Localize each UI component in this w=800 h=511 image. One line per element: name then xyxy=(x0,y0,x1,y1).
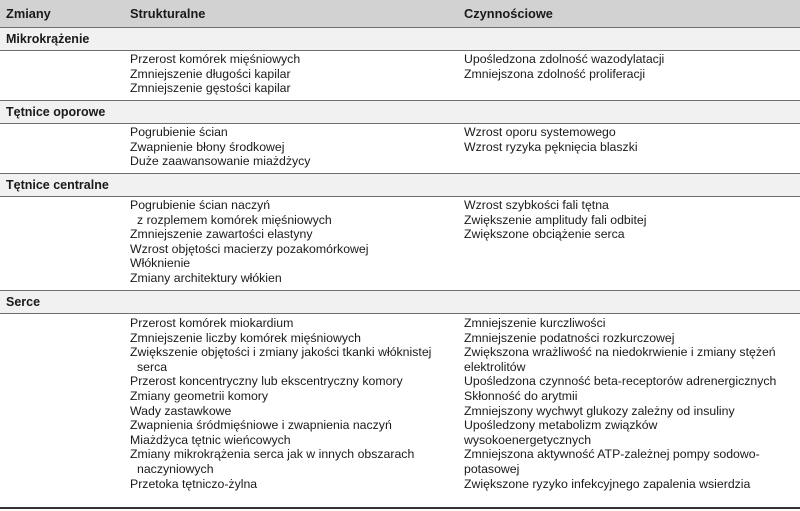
structural-item xyxy=(130,331,456,346)
item-text: Włóknienie xyxy=(130,256,191,271)
functional-item xyxy=(464,331,794,346)
item-text: Zmniejszenie liczby komórek mięśniowych xyxy=(130,330,361,345)
item-text: Pogrubienie ścian naczyń xyxy=(130,198,271,212)
functional-list xyxy=(464,125,794,154)
section-title-row xyxy=(0,291,800,313)
structural-item xyxy=(130,345,456,374)
header-functional: Czynnościowe xyxy=(464,6,553,21)
item-text: Zmiany geometrii komory xyxy=(130,388,269,403)
functional-item xyxy=(464,374,794,389)
item-text: Zmniejszony wychwyt glukozy zależny od insuliny xyxy=(464,403,735,418)
item-text: Zwiększone obciążenie serca xyxy=(464,227,625,242)
item-text-continued: potasowej xyxy=(464,461,520,476)
functional-item xyxy=(464,52,794,67)
item-text: Upośledzona zdolność wazodylatacji xyxy=(464,52,665,66)
row-divider xyxy=(0,50,800,51)
structural-item xyxy=(130,374,456,389)
functional-item xyxy=(464,227,794,242)
item-text: Wzrost oporu systemowego xyxy=(464,125,616,139)
item-text: Przetoka tętniczo-żylna xyxy=(130,476,258,491)
structural-item xyxy=(130,125,456,140)
structural-item xyxy=(130,67,456,82)
item-text: Wzrost ryzyka pęknięcia blaszki xyxy=(464,139,638,154)
row-divider xyxy=(0,196,800,197)
section-title: Mikrokrążenie xyxy=(6,32,90,46)
item-text-continued: elektrolitów xyxy=(464,359,526,374)
item-text: Zwapnienie błony środkowej xyxy=(130,139,285,154)
functional-item xyxy=(464,213,794,228)
functional-item xyxy=(464,316,794,331)
structural-item xyxy=(130,316,456,331)
header-changes: Zmiany xyxy=(6,6,51,21)
item-text: Zmniejszenie gęstości kapilar xyxy=(130,81,291,96)
section-title-row xyxy=(0,174,800,196)
item-text: Zwiększenie amplitudy fali odbitej xyxy=(464,212,647,227)
functional-item xyxy=(464,198,794,213)
structural-item xyxy=(130,242,456,257)
item-text-continued: naczyniowych xyxy=(137,461,214,476)
structural-item xyxy=(130,477,456,492)
functional-item xyxy=(464,125,794,140)
structural-item xyxy=(130,447,456,476)
structural-list xyxy=(130,198,456,286)
item-text: Zmiany architektury włókien xyxy=(130,270,282,285)
functional-item xyxy=(464,389,794,404)
item-text: Zmniejszona aktywność ATP-zależnej pompy sodowo- xyxy=(464,447,760,462)
item-text: Zmiany mikrokrążenia serca jak w innych obszarach xyxy=(130,447,415,462)
header-structural: Strukturalne xyxy=(130,6,206,21)
structural-item xyxy=(130,271,456,286)
structural-item xyxy=(130,404,456,419)
structural-item xyxy=(130,140,456,155)
structural-list xyxy=(130,125,456,169)
item-text: Zmniejszona zdolność proliferacji xyxy=(464,66,646,81)
section-title: Tętnice centralne xyxy=(6,178,109,192)
structural-item xyxy=(130,256,456,271)
functional-item xyxy=(464,67,794,82)
item-text: Miażdżyca tętnic wieńcowych xyxy=(130,432,291,447)
structural-item xyxy=(130,389,456,404)
structural-item xyxy=(130,227,456,242)
functional-item xyxy=(464,140,794,155)
item-text: Wzrost objętości macierzy pozakomórkowej xyxy=(130,241,369,256)
item-text: Przerost komórek mięśniowych xyxy=(130,52,301,66)
section-title: Serce xyxy=(6,295,41,309)
structural-item xyxy=(130,418,456,433)
functional-item xyxy=(464,477,794,492)
structural-item xyxy=(130,433,456,448)
functional-item xyxy=(464,447,794,476)
structural-item xyxy=(130,81,456,96)
item-text-continued: wysokoenergetycznych xyxy=(464,432,592,447)
table-bottom-rule xyxy=(0,507,800,509)
item-text: Zwiększenie objętości i zmiany jakości tkanki włóknistej xyxy=(130,345,432,360)
section-title-row xyxy=(0,28,800,50)
functional-item xyxy=(464,418,794,447)
item-text: Zmniejszenie podatności rozkurczowej xyxy=(464,330,675,345)
structural-item xyxy=(130,154,456,169)
functional-list xyxy=(464,52,794,81)
item-text: Duże zaawansowanie miażdżycy xyxy=(130,154,311,169)
item-text: Zwiększona wrażliwość na niedokrwienie i zmiany stężeń xyxy=(464,345,776,360)
table-header xyxy=(0,0,800,27)
functional-list xyxy=(464,316,794,491)
functional-item xyxy=(464,345,794,374)
item-text: Upośledzona czynność beta-receptorów adrenergicznych xyxy=(464,374,777,389)
functional-list xyxy=(464,198,794,242)
item-text: Zwapnienia śródmięśniowe i zwapnienia naczyń xyxy=(130,418,392,433)
section-title: Tętnice oporowe xyxy=(6,105,106,119)
structural-item xyxy=(130,52,456,67)
functional-item xyxy=(464,404,794,419)
row-divider xyxy=(0,313,800,314)
item-text: Upośledzony metabolizm związków xyxy=(464,418,658,433)
item-text: Zmniejszenie długości kapilar xyxy=(130,66,291,81)
item-text: Przerost koncentryczny lub ekscentryczny komory xyxy=(130,374,403,389)
item-text: Zmniejszenie zawartości elastyny xyxy=(130,227,313,242)
structural-list xyxy=(130,52,456,96)
section-title-row xyxy=(0,101,800,123)
item-text: Skłonność do arytmii xyxy=(464,388,578,403)
structural-item xyxy=(130,198,456,227)
structural-list xyxy=(130,316,456,491)
item-text: Wady zastawkowe xyxy=(130,403,232,418)
item-text: Zmniejszenie kurczliwości xyxy=(464,316,606,330)
row-divider xyxy=(0,123,800,124)
item-text: Zwiększone ryzyko infekcyjnego zapalenia wsierdzia xyxy=(464,476,751,491)
item-text: Wzrost szybkości fali tętna xyxy=(464,198,609,212)
item-text: Pogrubienie ścian xyxy=(130,125,228,139)
item-text-continued: z rozplemem komórek mięśniowych xyxy=(137,212,332,227)
item-text: Przerost komórek miokardium xyxy=(130,316,294,330)
item-text-continued: serca xyxy=(137,359,168,374)
